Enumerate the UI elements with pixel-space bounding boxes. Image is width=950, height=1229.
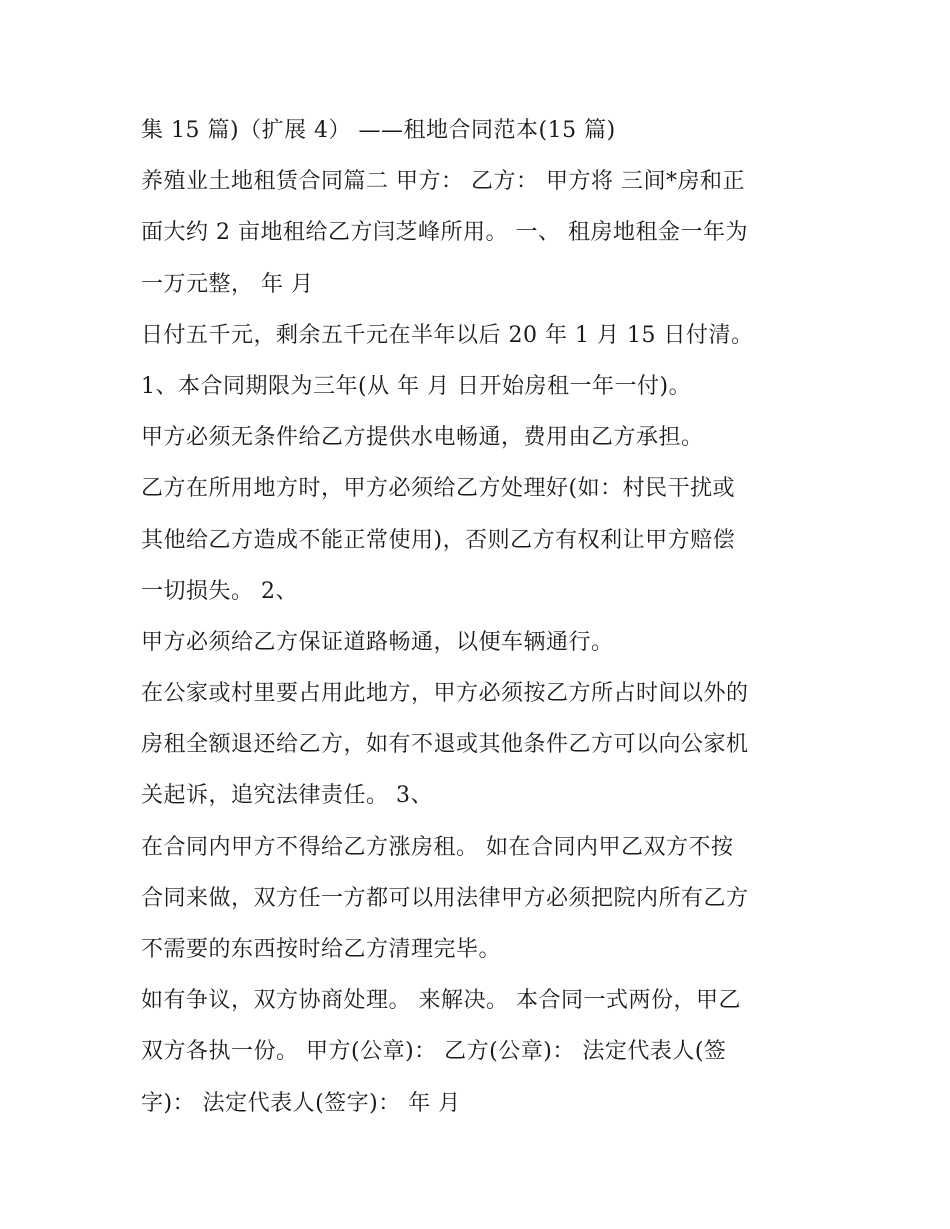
text-line: 其他给乙方造成不能正常使用)，否则乙方有权利让甲方赔偿 (141, 527, 736, 553)
text-line: 养殖业土地租赁合同篇二 甲方： 乙方： 甲方将 三间*房和正 (141, 169, 745, 195)
text-line: 一万元整， 年 月 (141, 271, 314, 297)
text-line: 乙方在所用地方时，甲方必须给乙方处理好(如：村民干扰或 (141, 476, 736, 502)
text-line: 双方各执一份。 甲方(公章)： 乙方(公章)： 法定代表人(签 (141, 1039, 727, 1065)
text-line: 房租全额退还给乙方，如有不退或其他条件乙方可以向公家机 (141, 732, 749, 758)
text-line: 在公家或村里要占用此地方，甲方必须按乙方所占时间以外的 (141, 681, 749, 707)
text-line: 甲方必须无条件给乙方提供水电畅通，费用由乙方承担。 (141, 425, 704, 451)
text-line: 如有争议，双方协商处理。 来解决。 本合同一式两份，甲乙 (141, 988, 741, 1014)
text-line: 关起诉，追究法律责任。 3、 (141, 783, 433, 809)
text-line: 一切损失。 2、 (141, 578, 298, 604)
text-line: 合同来做，双方任一方都可以用法律甲方必须把院内所有乙方 (141, 885, 749, 911)
text-line: 字)： 法定代表人(签字)： 年 月 (141, 1090, 461, 1116)
text-line: 日付五千元，剩余五千元在半年以后 20 年 1 月 15 日付清。 (141, 322, 754, 348)
text-line: 在合同内甲方不得给乙方涨房租。 如在合同内甲乙双方不按 (141, 834, 734, 860)
text-line: 不需要的东西按时给乙方清理完毕。 (141, 937, 502, 962)
text-line: 面大约 2 亩地租给乙方闫芝峰所用。 一、 租房地租金一年为 (141, 220, 748, 246)
text-line: 1、本合同期限为三年(从 年 月 日开始房租一年一付)。 (141, 373, 692, 399)
text-line: 甲方必须给乙方保证道路畅通，以便车辆通行。 (141, 629, 614, 655)
document-body (141, 105, 821, 1129)
text-line: 集 15 篇)（扩展 4） ——租地合同范本(15 篇) (141, 118, 616, 143)
